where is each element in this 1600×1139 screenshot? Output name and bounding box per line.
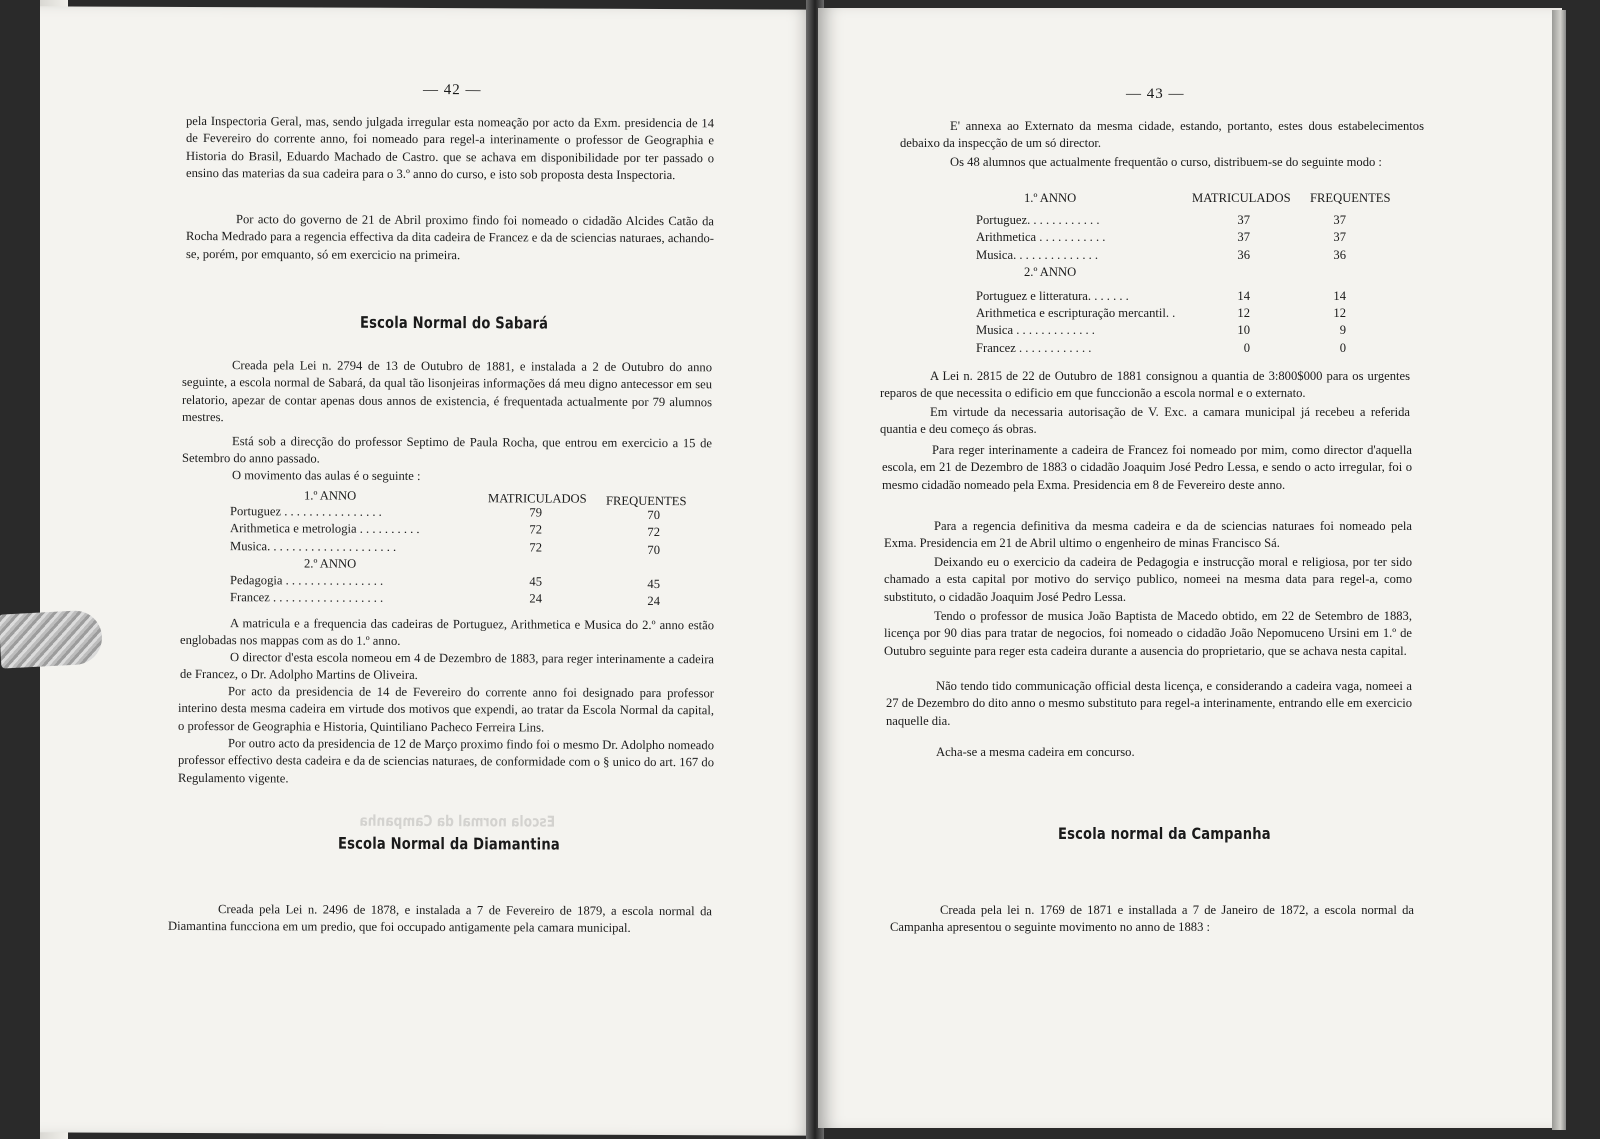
sabara-paragraph-1: Creada pela Lei n. 2794 de 13 de Outubro de 1881, e instalada a 2 de Outubro do anno seguinte, a escola normal de Sabará, da qual tão lisonjeiras informações dá meu digno antecessor em seu relatorio, apezar de contar apenas dous annos de existencia, é frequentada actualmente por 79 alumnos mestres.: [182, 358, 712, 425]
sabara-movement-table: [230, 487, 710, 619]
right-paragraph-3: A Lei n. 2815 de 22 de Outubro de 1881 consignou a quantia de 3:800$000 para os urgentes reparos de que necessita o edificio em que funccionão a escola normal e o externato.: [880, 369, 1410, 401]
table-year2-heading-row: [976, 264, 1396, 288]
right-paragraph-4: Em virtude da necessaria autorisação de V. Exc. a camara municipal já recebeu a referida quantia e deu começo ás obras.: [880, 405, 1410, 437]
bleed-through-heading: Escola normal da Campanha: [359, 811, 556, 831]
table-col-frequentes: FREQUENTES: [606, 493, 687, 509]
right-paragraph-1: E' annexa ao Externato da mesma cidade, estando, portanto, estes dous estabelecimentos debaixo da inspecção de um só director.: [900, 119, 1424, 151]
table-year1-heading: 1.º ANNO: [1024, 191, 1077, 205]
table-row: Musica. . . . . . . . . . . . . . . . . . . . . 72 70: [230, 538, 660, 557]
table-row: Portuguez e litteratura. . . . . . . 14 14: [976, 288, 1346, 303]
page-42: [40, 6, 812, 1135]
table-row: Portuguez . . . . . . . . . . . . . . . . 79 70: [230, 504, 660, 523]
table-year2-heading: 2.º ANNO: [304, 556, 357, 571]
sabara-paragraph-5: O director d'esta escola nomeou em 4 de Dezembro de 1883, para reger interinamente a cadeira de Francez, o Dr. Adolpho Martins de Oliveira.: [180, 650, 714, 683]
heading-escola-diamantina: Escola Normal da Diamantina: [338, 833, 560, 854]
right-paragraph-9: Não tendo tido communicação official desta licença, e considerando a cadeira vaga, nomeei a 27 de Dezembro do dito anno o mesmo substituto para regel-a interinamente, entrando elle em exercicio naquelle dia.: [886, 679, 1412, 728]
page-number-43: — 43 —: [1126, 86, 1185, 102]
diamantina-paragraph-1: Creada pela Lei n. 2496 de 1878, e instalada a 7 de Fevereiro de 1879, a escola normal da Diamantina funcciona em um predio, que foi occupado antigamente pela camara municipal.: [168, 902, 712, 936]
right-paragraph-7: Deixando eu o exercicio da cadeira de Pedagogia e instrucção moral e religiosa, por ter sido chamado a esta capital por motivo do serviço publico, nomeei na mesma data para regel-a, como substituto, o cidadão Joaquim José Pedro Lessa.: [884, 555, 1412, 604]
sabara-paragraph-7: Por outro acto da presidencia de 12 de Março proximo findo foi o mesmo Dr. Adolpho nomeado professor effectivo desta cadeira e da de sciencias naturaes, de conformidade com o § unico do art. 167 do Regulamento vigente.: [178, 736, 714, 785]
table-row: Portuguez. . . . . . . . . . . . 37 37: [976, 213, 1346, 227]
heading-escola-campanha: Escola normal da Campanha: [1058, 824, 1271, 843]
right-page-edge: [1552, 10, 1566, 1130]
binding-clip: [0, 609, 103, 668]
table-row: Francez . . . . . . . . . . . . 0 0: [976, 340, 1346, 355]
table-year2-heading: 2.º ANNO: [1024, 264, 1077, 279]
sabara-paragraph-3: O movimento das aulas é o seguinte :: [232, 468, 421, 483]
table-row: Musica . . . . . . . . . . . . . 10 9: [976, 323, 1346, 338]
page-43: [818, 8, 1562, 1128]
campanha-paragraph-1: Creada pela lei n. 1769 de 1871 e installada a 7 de Janeiro de 1872, a escola normal da Campanha apresentou o seguinte movimento no anno de 1883 :: [890, 903, 1414, 935]
heading-escola-sabara: Escola Normal do Sabará: [360, 312, 549, 333]
right-paragraph-5: Para reger interinamente a cadeira de Francez foi nomeado por mim, como director d'aquella escola, em 21 de Dezembro de 1883 o cidadão Joaquim José Pedro Lessa, e sendo o acto irregular, foi o mesmo cidadão nomeado pela Exma. Presidencia em 8 de Fevereiro deste anno.: [882, 443, 1412, 492]
table-row: Arithmetica e escripturação mercantil. . 12 12: [976, 306, 1346, 321]
right-paragraph-6: Para a regencia definitiva da mesma cadeira e da de sciencias naturaes foi nomeado pela Exma. Presidencia em 21 de Abril ultimo o engenheiro de minas Francisco Sá.: [884, 519, 1412, 551]
table-row: Musica. . . . . . . . . . . . . . 36 36: [976, 247, 1346, 262]
intro-paragraph-2: Por acto do governo de 21 de Abril proximo findo foi nomeado o cidadão Alcides Catão da Rocha Medrado para a regencia effectiva da dita cadeira de Francez e da de sciencias naturaes, achando-se, porém, por emquanto, só em exercicio na primeira.: [186, 212, 714, 262]
table-row: Pedagogia . . . . . . . . . . . . . . . . 45 45: [230, 573, 660, 592]
table-year1-heading: 1.º ANNO: [304, 488, 357, 503]
right-paragraph-8: Tendo o professor de musica João Baptista de Macedo obtido, em 22 de Setembro de 1883, licença por 90 dias para tratar de negocios, foi nomeado o cidadão João Nepomuceno Ursini em 1.º de Outubro seguinte para reger esta cadeira durante a ausencia do proprietario, que se achava nesta capital.: [884, 609, 1412, 658]
table-row: Arithmetica e metrologia . . . . . . . . . . 72 72: [230, 521, 660, 540]
page-number-42: — 42 —: [423, 81, 482, 99]
table-row: Arithmetica . . . . . . . . . . . 37 37: [976, 230, 1346, 245]
table-col-matriculados: MATRICULADOS: [488, 491, 587, 506]
diamantina-movement-table: [976, 190, 1396, 370]
table-year2-heading-row: [230, 555, 710, 574]
table-col-matriculados: MATRICULADOS: [1192, 191, 1291, 205]
table-row: Francez . . . . . . . . . . . . . . . . . . 24 24: [230, 590, 660, 609]
intro-paragraph: pela Inspectoria Geral, mas, sendo julgada irregular esta nomeação por acto da Exm. presidencia de 14 de Fevereiro do corrente anno, foi nomeado para regel-a interinamente o professor de Geographia e Historia do Brasil, Eduardo Machado de Castro. que se achava em disponibilidade por ter passado o ensino das materias da sua cadeira para o 3.º anno do curso, e isto sob proposta desta Inspectoria.: [186, 113, 714, 182]
sabara-paragraph-4: A matricula e a frequencia das cadeiras de Portuguez, Arithmetica e Musica do 2.º anno estão englobadas nos mappas com as do 1.º anno.: [180, 616, 714, 649]
right-paragraph-10: Acha-se a mesma cadeira em concurso.: [936, 745, 1135, 759]
sabara-paragraph-6: Por acto da presidencia de 14 de Fevereiro do corrente anno foi designado para professor interino desta mesma cadeira em virtude dos motivos que expendi, ao tratar da Escola Normal da capital, o professor de Geographia e Historia, Quintiliano Pacheco Ferreira Lins.: [178, 684, 714, 735]
table-col-frequentes: FREQUENTES: [1310, 191, 1391, 205]
right-paragraph-2: Os 48 alumnos que actualmente frequentão o curso, distribuem-se do seguinte modo :: [950, 155, 1382, 169]
sabara-paragraph-2: Está sob a direcção do professor Septimo de Paula Rocha, que entrou em exercicio a 15 de Setembro do anno passado.: [182, 434, 712, 466]
